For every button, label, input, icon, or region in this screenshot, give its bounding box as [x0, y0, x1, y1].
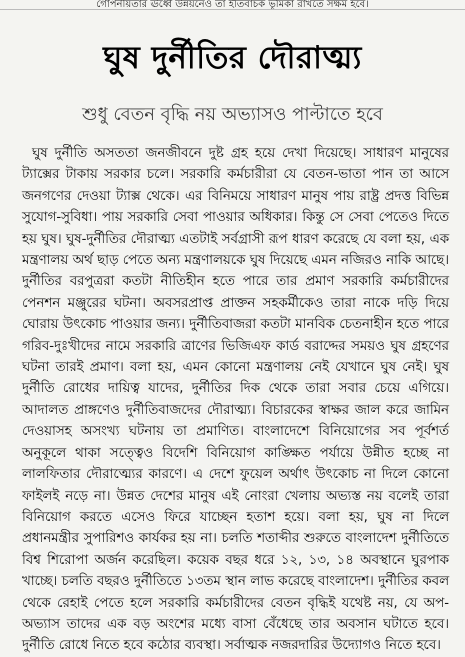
headline: ঘুষ দুর্নীতির দৌরাত্ম্য [103, 40, 362, 76]
subheadline: শুধু বেতন বৃদ্ধি নয় অভ্যাসও পাল্টাতে হবে [82, 104, 383, 125]
article-paragraph: ঘুষ দুর্নীতি অসততা জনজীবনে দুষ্ট গ্রহ হয়ে দেখা দিয়েছে। সাধারণ মানুষের ট্যাক্সের টাকায় সরকার চলে। সরকারি কর্মচারীরা যে বেতন-ভাতা পান তা আসে জনগণের দেওয়া ট্যাক্স থেকে। এর বিনিময়ে সাধারণ মানুষ পায় রাষ্ট্র প্রদত্ত বিভিন্ন সুযোগ-সুবিধা। পায় সরকারি সেবা পাওয়ার অধিকার। কিন্তু সে সেবা পেতেও দিতে হয় ঘুষ। ঘুষ-দুর্নীতির দৌরাত্ম্য এতটাই সর্বগ্রাসী রূপ ধারণ করেছে যে বলা হয়, এক মন্ত্রণালয় অর্থ ছাড় পেতে অন্য মন্ত্রণালয়কে ঘুষ দিয়েছে এমন নজিরও নাকি আছে। দুর্নীতির বরপুত্ররা কতটা নীতিহীন হতে পারে তার প্রমাণ সরকারি কর্মচারীদের পেনশন মঞ্জুরের ঘটনা। অবসরপ্রাপ্ত প্রাক্তন সহকর্মীকেও তারা নাকে দড়ি দিয়ে ঘোরায় উৎকোচ পাওয়ার জন্য। দুর্নীতিবাজরা কতটা মানবিক চেতনাহীন হতে পারে গরিব-দুঃখীদের নামে সরকারি ত্রাণের ভিজিএফ কার্ড বরাদ্দের সময়ও ঘুষ গ্রহণের ঘটনা তারই প্রমাণ। বলা হয়, এমন কোনো মন্ত্রণালয় নেই যেখানে ঘুষ নেই। ঘুষ দুর্নীতি রোধের দায়িত্ব যাদের, দুর্নীতির দিক থেকে তারা সবার চেয়ে এগিয়ে। আদালত প্রাঙ্গণেও দুর্নীতিবাজদের দৌরাত্ম্য। বিচারকের স্বাক্ষর জাল করে জামিন দেওয়াসহ অসংখ্য ঘটনায় তা প্রমাণিত। বাংলাদেশে বিনিয়োগের সব পূর্বশর্ত অনুকূলে থাকা সত্ত্বেও বিদেশি বিনিয়োগ কাঙ্ক্ষিত পর্যায়ে উন্নীত হচ্ছে না লালফিতার দৌরাত্ম্যের কারণে। এ দেশে ফুয়েল অর্থাৎ উৎকোচ না দিলে কোনো ফাইলই নড়ে না। উন্নত দেশের মানুষ এই নোংরা খেলায় অভ্যস্ত নয় বলেই তারা বিনিয়োগ করতে এসেও ফিরে যাচ্ছেন হতাশ হয়ে। বলা হয়, ঘুষ না দিলে প্রধানমন্ত্রীর সুপারিশও কার্যকর হয় না। চলতি শতাব্দীর শুরুতে বাংলাদেশ দুর্নীতিতে বিশ্ব শিরোপা অর্জন করেছিল। কয়েক বছর ধরে ১২, ১৩, ১৪ অবস্থানে ঘুরপাক খাচ্ছে। চলতি বছরও দুর্নীতিতে ১৩তম স্থান লাভ করেছে বাংলাদেশ। দুর্নীতির কবল থেকে রেহাই পেতে হলে সরকারি কর্মচারীদের বেতন বৃদ্ধিই যথেষ্ট নয়, যে অপ-অভ্যাস তাদের এক বড় অংশের মধ্যে বাসা বেঁধেছে তার অবসান ঘটাতে হবে। দুর্নীতি রোধে নিতে হবে কঠোর ব্যবস্থা। সর্বাত্মক নজরদারির উদ্যোগও নিতে হবে। [22, 146, 449, 654]
previous-column-tail: গোপনীয়তার ঊর্ধ্বে উন্নয়নেও তা ইতিবাচক ভূমিকা রাখতে সক্ষম হবে। [0, 0, 465, 10]
article-body [22, 143, 449, 657]
